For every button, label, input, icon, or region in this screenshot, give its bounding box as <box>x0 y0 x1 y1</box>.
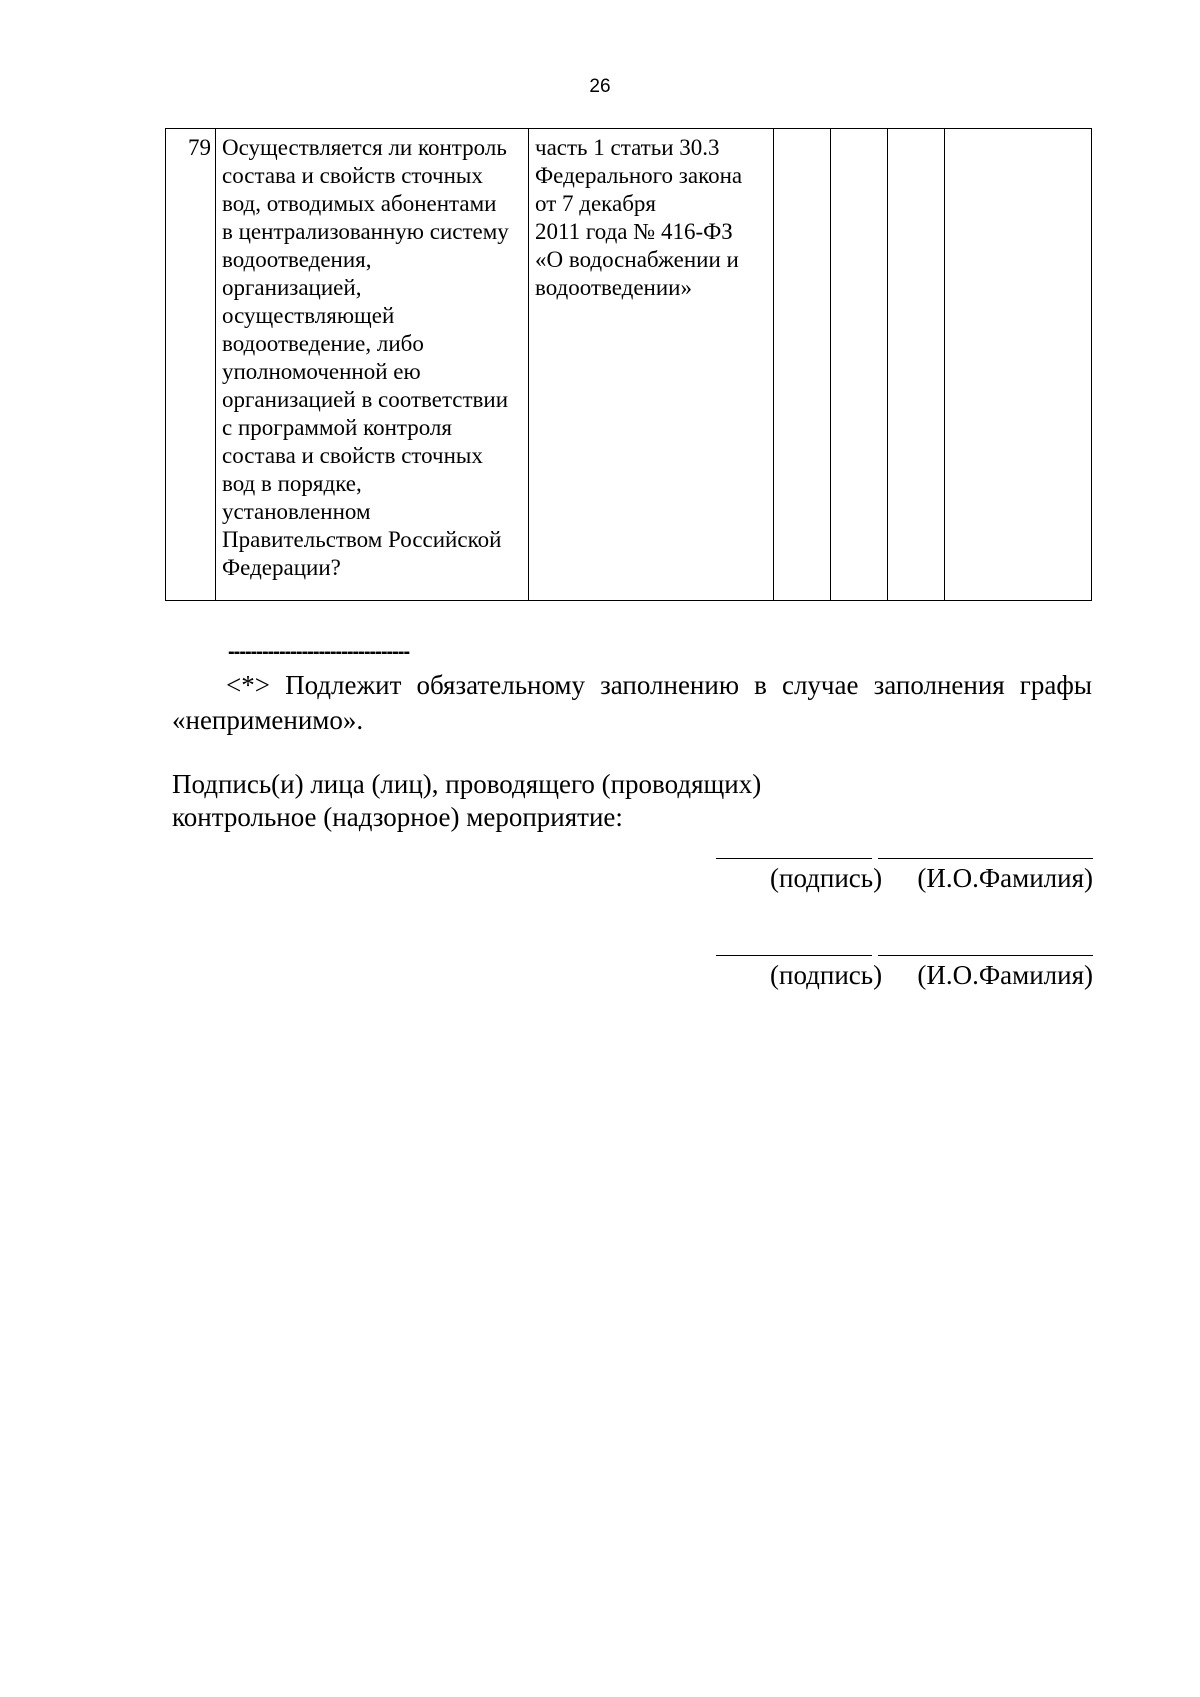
checklist-table <box>165 128 1092 601</box>
name-label: (И.О.Фамилия) <box>917 863 1093 893</box>
name-line <box>878 858 1093 859</box>
signature-line <box>716 858 872 859</box>
row-number-cell <box>166 129 216 601</box>
signature-block <box>716 955 1093 1015</box>
answer-no-cell <box>831 129 888 601</box>
signature-block <box>716 858 1093 918</box>
footnote-separator: -------------------------------- <box>228 641 410 663</box>
question-text: Осуществляется ли контроль состава и свойств сточных вод, отводимых абонентами в централизованную систему водоотведения, организацией, осуществляющей водоотведение, либо уполномоченной ею организацией в соответствии с программой контроля состава и свойств сточных вод в порядке, установленном Правительством Российской Федерации? <box>222 135 509 580</box>
answer-not-applicable-cell <box>888 129 945 601</box>
name-label: (И.О.Фамилия) <box>917 960 1093 990</box>
note-cell <box>945 129 1092 601</box>
footnote-text: <*> Подлежит обязательному заполнению в случае заполнения графы «неприменимо». <box>172 670 1092 735</box>
name-line <box>878 955 1093 956</box>
signature-label: (подпись) <box>770 863 883 893</box>
legal-basis-cell <box>529 129 774 601</box>
page-number: 26 <box>589 76 611 97</box>
signatures-title: Подпись(и) лица (лиц), проводящего (проводящих) контрольное (надзорное) мероприятие: <box>172 769 762 832</box>
row-number: 79 <box>188 135 211 160</box>
table-row <box>166 129 1092 601</box>
answer-yes-cell <box>774 129 831 601</box>
legal-basis-text: часть 1 статьи 30.3 Федерального закона от 7 декабря 2011 года № 416-ФЗ «О водоснабжении и водоотведении» <box>535 135 743 300</box>
signature-label: (подпись) <box>770 960 883 990</box>
question-cell <box>216 129 529 601</box>
signature-line <box>716 955 872 956</box>
